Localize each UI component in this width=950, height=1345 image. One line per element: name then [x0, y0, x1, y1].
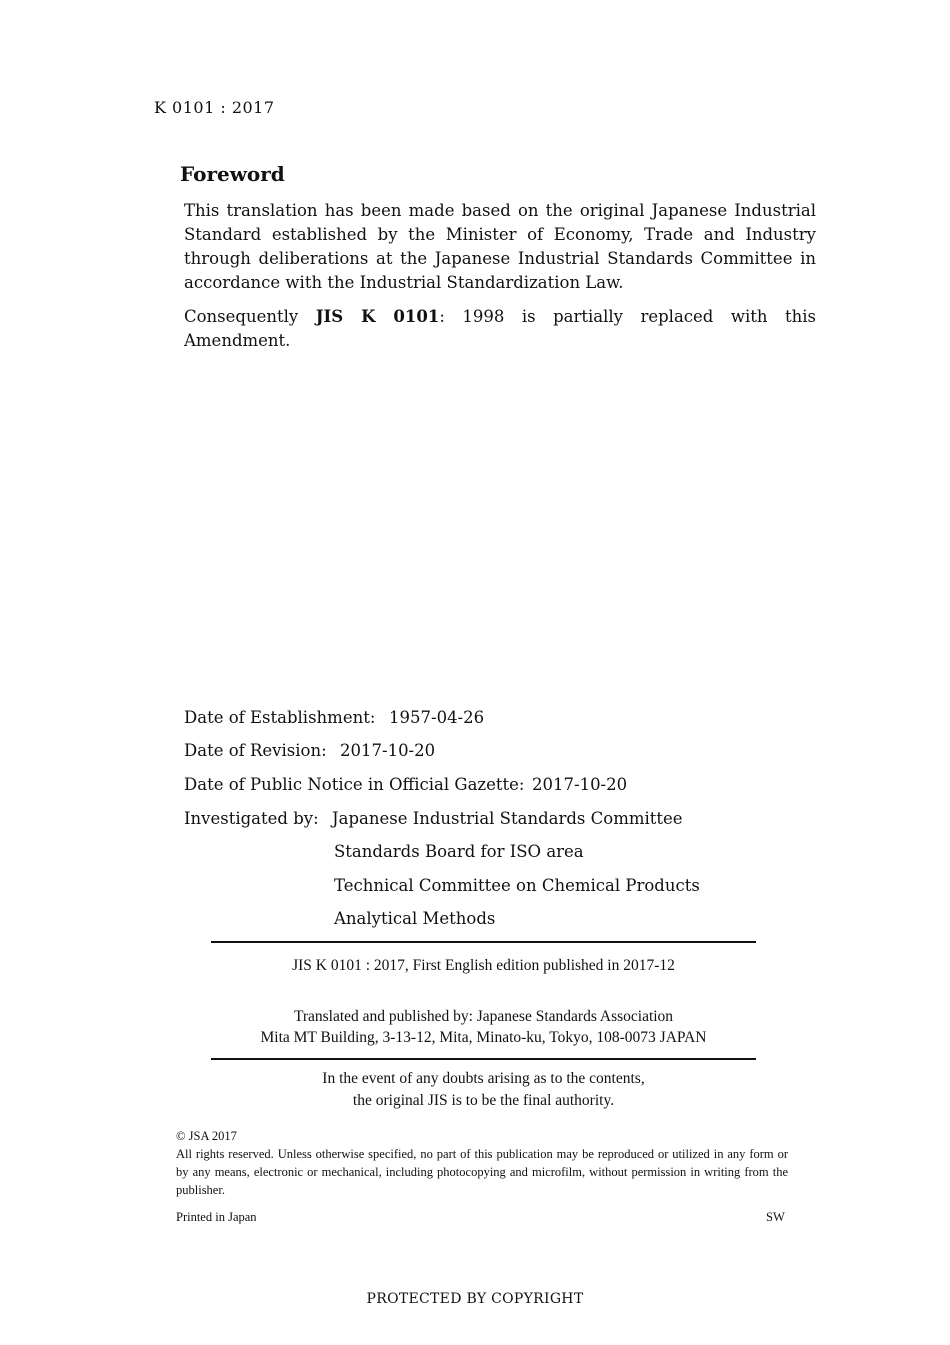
- foreword-paragraph-2: [184, 305, 816, 353]
- establishment-label: Date of Establishment:: [184, 708, 376, 727]
- investigating-body-line: Japanese Industrial Standards Committee: [332, 809, 683, 828]
- address-line: Mita MT Building, 3-13-12, Mita, Minato-ku, Tokyo, 108-0073 JAPAN: [260, 1029, 707, 1046]
- paragraph-2-text-end: : 1998 is partially replaced with this Amendment.: [184, 307, 816, 350]
- revision-date: 2017-10-20: [340, 741, 436, 760]
- public-notice-label: Date of Public Notice in Official Gazette:: [184, 775, 525, 794]
- copyright-line: © JSA 2017: [176, 1129, 237, 1143]
- divider-top: [211, 941, 756, 943]
- rights-statement: All rights reserved. Unless otherwise specified, no part of this publication may be reproduced or utilized in any form or by any means, electronic or mechanical, including photocopying and microfilm, without permission in writing from the publisher.: [176, 1147, 788, 1197]
- investigating-body-line: Analytical Methods: [334, 909, 496, 928]
- edition-line: JIS K 0101 : 2017, First English edition published in 2017-12: [292, 957, 675, 974]
- document-id: K 0101 : 2017: [154, 98, 275, 117]
- doubt-notice-line-2: the original JIS is to be the final authority.: [352, 1092, 615, 1109]
- divider-bottom: [211, 1058, 756, 1060]
- print-code: SW: [766, 1210, 785, 1224]
- publisher-line: Translated and published by: Japanese Standards Association: [293, 1008, 674, 1025]
- doubt-notice-line-1: In the event of any doubts arising as to the contents,: [322, 1070, 645, 1087]
- investigated-label: Investigated by:: [184, 809, 319, 828]
- public-notice-date: 2017-10-20: [532, 775, 628, 794]
- revision-label: Date of Revision:: [184, 741, 327, 760]
- investigating-body-line: Standards Board for ISO area: [334, 842, 584, 861]
- printed-in: Printed in Japan: [176, 1210, 257, 1224]
- investigating-body-line: Technical Committee on Chemical Products: [334, 876, 700, 895]
- foreword-paragraph-1: This translation has been made based on the original Japanese Industrial Standard established by the Minister of Economy, Trade and Industry through deliberations at the Japanese Industrial Standards Committee in accordance with the Industrial Standardization Law.: [184, 201, 816, 292]
- paragraph-2-text-start: Consequently: [184, 307, 316, 326]
- establishment-date: 1957-04-26: [389, 708, 485, 727]
- standard-reference: JIS K 0101: [315, 307, 440, 326]
- copyright-footer: PROTECTED BY COPYRIGHT: [366, 1291, 584, 1307]
- foreword-title: Foreword: [180, 162, 285, 186]
